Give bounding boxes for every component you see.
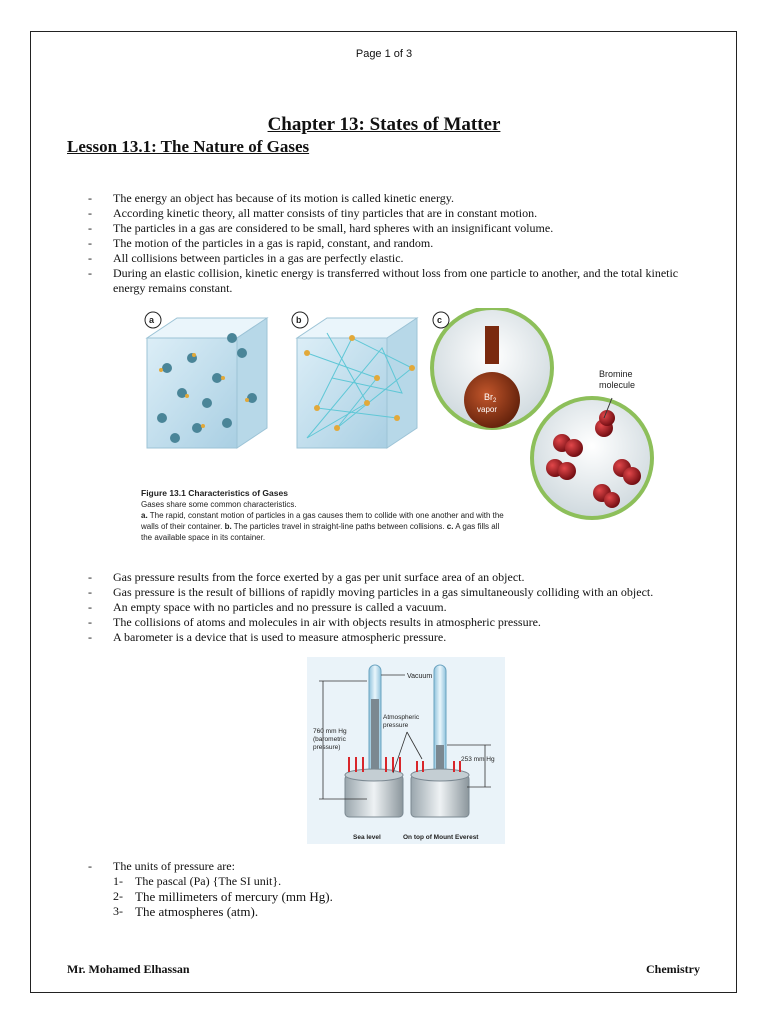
list-item: - The motion of the particles in a gas is rapid, constant, and random. (88, 236, 688, 251)
atmospheric-label: Atmospheric (383, 714, 420, 721)
list-item (88, 859, 688, 919)
list-item: - During an elastic collision, kinetic energy is transferred without loss from one particle to another, and the total kinetic energy remains constant. (88, 266, 688, 296)
barometer-illustration (307, 657, 505, 844)
footer-subject: Chemistry (646, 962, 700, 976)
figure-barometer (307, 657, 505, 844)
cube-a (147, 318, 267, 448)
molecule-label: molecule (599, 380, 636, 390)
unit-item: 2- The millimeters of mercury (mm Hg). (113, 889, 333, 904)
part-a-label: a (149, 315, 155, 325)
footer-author: Mr. Mohamed Elhassan (67, 962, 190, 976)
figure-caption (141, 488, 511, 543)
sea-level-label: Sea level (353, 834, 381, 841)
everest-label: On top of Mount Everest (403, 834, 479, 841)
list-item: - A barometer is a device that is used to measure atmospheric pressure. (88, 630, 698, 645)
list-item: - The collisions of atoms and molecules in air with objects results in atmospheric pressure. (88, 615, 698, 630)
units-intro: The units of pressure are: (113, 859, 235, 873)
units-list (113, 874, 688, 919)
vacuum-label: Vacuum (407, 673, 433, 680)
br2-label: $Br_2$ (484, 392, 497, 404)
760mmhg-label: 760 mm Hg (313, 728, 347, 735)
figure-gas-characteristics (137, 308, 654, 556)
barometric-label: (barometric (313, 736, 346, 743)
unit-item: 3- The atmospheres (atm). (113, 904, 259, 919)
caption-body: a. The rapid, constant motion of particles in a gas causes them to collide with one another and with the walls of their container. b. The particles travel in straight-line paths between collisions. c. A gas fills all the available space in its container. (141, 511, 504, 542)
caption-title: Figure 13.1 Characteristics of Gases (141, 488, 288, 498)
page-number: Page 1 of 3 (355, 48, 413, 60)
list-item: - The particles in a gas are considered to be small, hard spheres with an insignificant volume. (88, 221, 688, 236)
bromine-flask (432, 308, 552, 428)
bullet-list-units (88, 859, 688, 919)
unit-item: 1- The pascal (Pa) {The SI unit}. (113, 874, 282, 888)
caption-line: Gases share some common characteristics. (141, 500, 297, 509)
bromine-molecule-zoom (532, 398, 652, 518)
list-item: - All collisions between particles in a gas are perfectly elastic. (88, 251, 688, 266)
vapor-label: vapor (477, 405, 498, 414)
bullet-list-gas-pressure (88, 570, 698, 645)
253mmhg-label: 253 mm Hg (461, 756, 495, 763)
list-item: - Gas pressure results from the force exerted by a gas per unit surface area of an object. (88, 570, 698, 585)
list-item: - The energy an object has because of its motion is called kinetic energy. (88, 191, 688, 206)
lesson-title: Lesson 13.1: The Nature of Gases (67, 137, 310, 156)
bromine-label: Bromine (599, 369, 633, 379)
list-item: - According kinetic theory, all matter consists of tiny particles that are in constant motion. (88, 206, 688, 221)
chapter-title: Chapter 13: States of Matter (267, 114, 501, 135)
part-c-label: c (437, 315, 443, 325)
list-item: - An empty space with no particles and no pressure is called a vacuum. (88, 600, 698, 615)
cube-b (297, 318, 417, 448)
atmospheric-pressure-label: pressure (383, 722, 409, 729)
pressure-label: pressure) (313, 744, 341, 751)
part-b-label: b (296, 315, 302, 325)
bullet-list-kinetic-theory (88, 191, 688, 296)
list-item: - Gas pressure is the result of billions of rapidly moving particles in a gas simultaneously colliding with an object. (88, 585, 698, 600)
